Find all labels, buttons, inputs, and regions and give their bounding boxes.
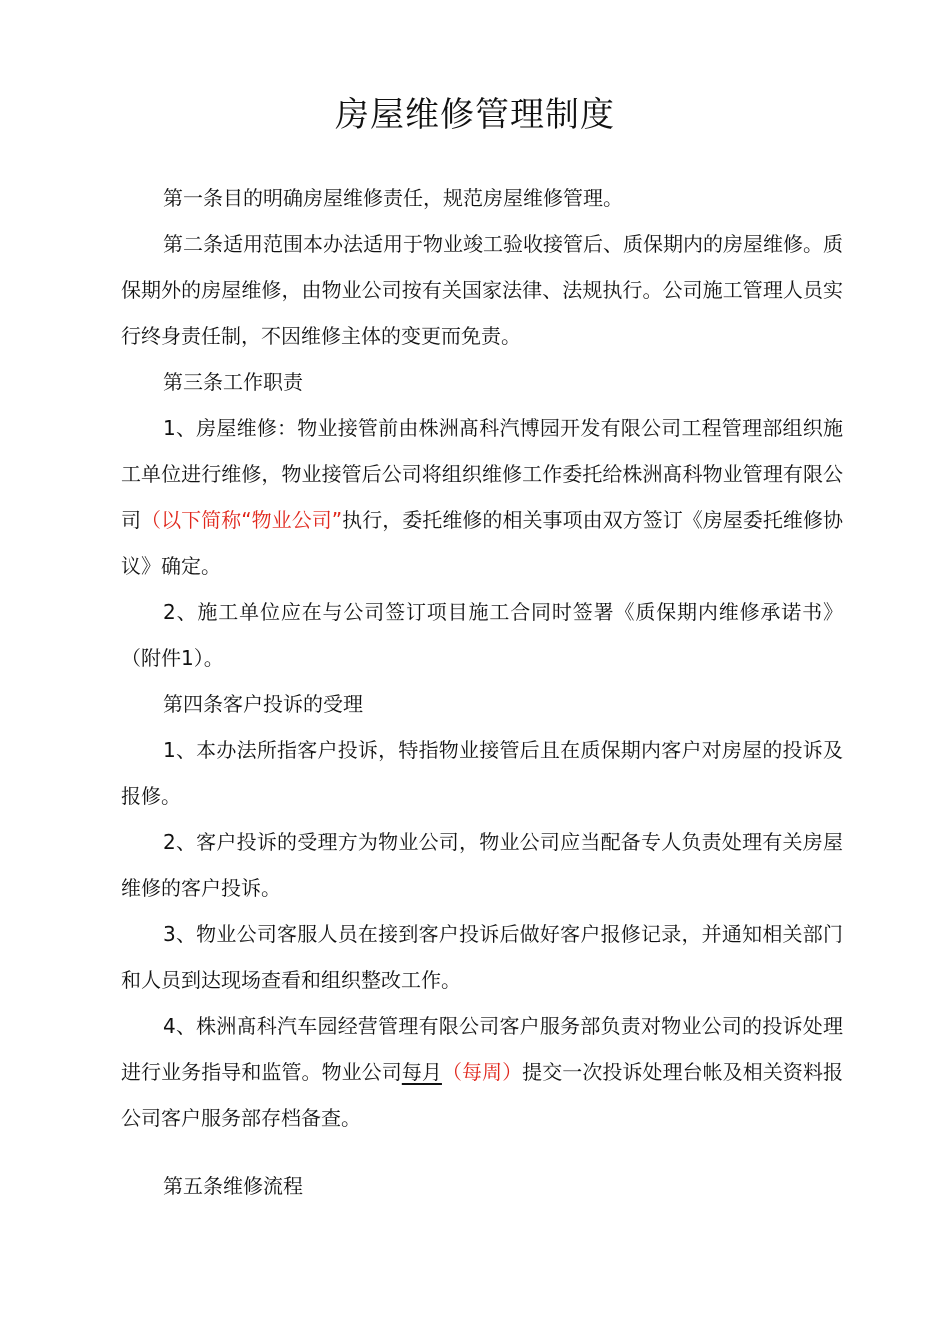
article-3-item-1 xyxy=(121,405,843,589)
article-4-heading: 第四条客户投诉的受理 xyxy=(163,692,363,716)
article-3-item-1-text-a: 1、房屋维修：物业接管前由株洲髙科汽博园开发有限公司工程管理部组织施工单位进行维修，物业接管后公司将组织维修工作委托给株洲髙科物业管理有限公司 xyxy=(121,416,843,532)
article-4-item-1: 1、本办法所指客户投诉，特指物业接管后且在质保期内客户对房屋的投诉及报修。 xyxy=(121,738,843,808)
section-gap xyxy=(121,1141,843,1163)
article-4-item-4 xyxy=(121,1003,843,1141)
article-4-item-2: 2、客户投诉的受理方为物业公司，物业公司应当配备专人负责处理有关房屋维修的客户投诉。 xyxy=(121,830,843,900)
article-2: 第二条适用范围本办法适用于物业竣工验收接管后、质保期内的房屋维修。质保期外的房屋维修，由物业公司按有关国家法律、法规执行。公司施工管理人员实行终身责任制，不因维修主体的变更而免责。 xyxy=(121,232,843,348)
document-body xyxy=(121,175,843,1209)
article-5-heading: 第五条维修流程 xyxy=(163,1174,303,1198)
article-4-item-4-text-b: 提交一次投诉处理台帐及相关资料报公司客户服务部存档备查。 xyxy=(121,1060,844,1130)
article-4-item-3: 3、物业公司客服人员在接到客户投诉后做好客户报修记录，并通知相关部门和人员到达现场查看和组织整改工作。 xyxy=(121,922,843,992)
article-3-item-1-red-note: （以下简称“物业公司” xyxy=(141,508,343,532)
article-4-item-4-underlined: 每月 xyxy=(401,1060,442,1084)
article-3-heading: 第三条工作职责 xyxy=(163,370,303,394)
article-4-item-4-text-a: 4、株洲髙科汽车园经营管理有限公司客户服务部负责对物业公司的投诉处理进行业务指导和监管。物业公司 xyxy=(121,1014,843,1084)
page-title: 房屋维修管理制度 xyxy=(335,95,615,135)
article-1: 第一条目的明确房屋维修责任，规范房屋维修管理。 xyxy=(163,186,623,210)
article-4-item-4-red-note: （每周） xyxy=(441,1060,523,1084)
article-3-item-1-text-b: 执行，委托维修的相关事项由双方签订《房屋委托维修协议》确定。 xyxy=(121,508,844,578)
article-3-item-2: 2、施工单位应在与公司签订项目施工合同时签署《质保期内维修承诺书》（附件1）。 xyxy=(121,600,843,670)
